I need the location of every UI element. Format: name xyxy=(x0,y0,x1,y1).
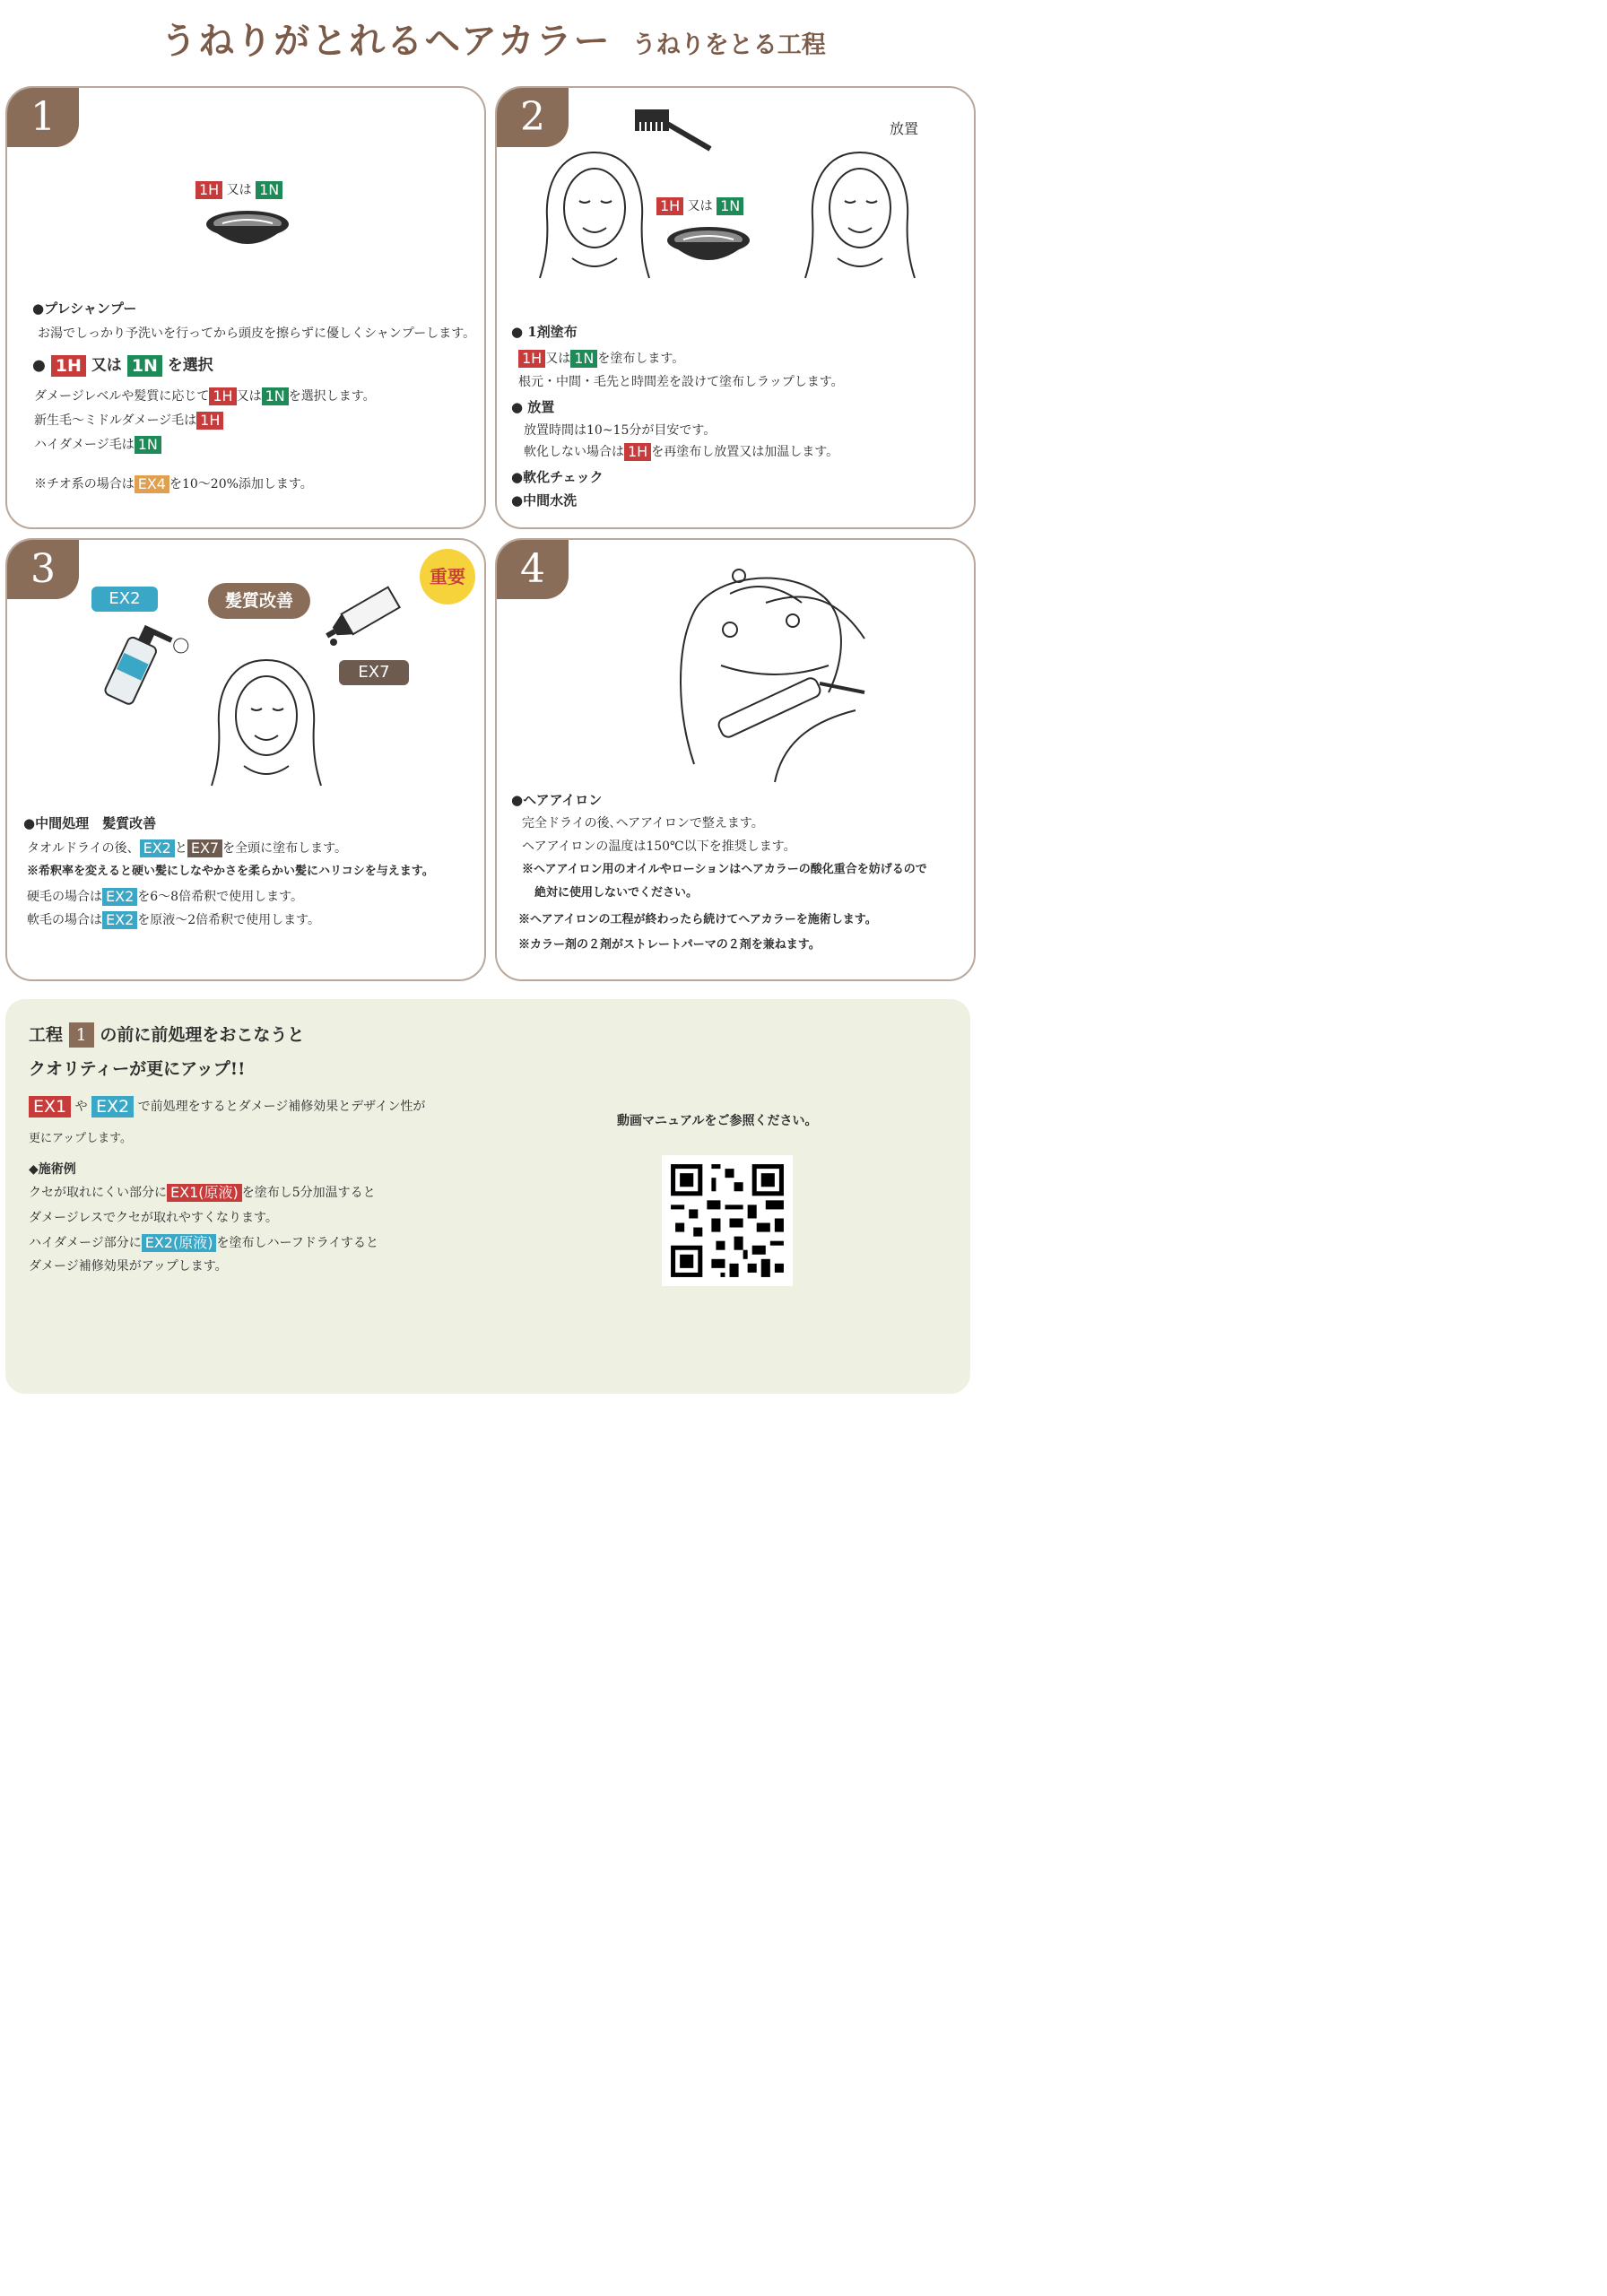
tag-1h: 1H xyxy=(518,350,545,368)
example-line-4: ダメージ補修効果がアップします。 xyxy=(29,1259,228,1274)
product-choice: 1H 又は 1N xyxy=(656,197,743,215)
pre-shampoo-heading: ●プレシャンプー xyxy=(32,300,137,317)
hair-iron-illustration xyxy=(640,558,873,791)
mid-line-2: ※希釈率を変えると硬い髪にしなやかさを柔らかい髪にハリコシを与えます。 xyxy=(27,865,434,878)
qr-code[interactable] xyxy=(662,1155,793,1286)
step-number: 3 xyxy=(7,540,79,599)
video-manual-text: 動画マニュアルをご参照ください。 xyxy=(617,1114,818,1128)
pretreatment-line-2: 更にアップします。 xyxy=(29,1132,133,1145)
woman-face-illustration xyxy=(536,145,653,280)
tag-1n: 1N xyxy=(262,387,289,405)
tag-ex2: EX2 xyxy=(91,1096,134,1118)
tag-1n: 1N xyxy=(570,350,597,368)
select-line-3: ハイダメージ毛は 1N xyxy=(34,436,161,454)
ex7-callout: EX7 xyxy=(339,660,409,685)
page-header xyxy=(0,13,986,64)
rinse-heading: ●中間水洗 xyxy=(511,492,578,509)
tag-ex2: EX2 xyxy=(102,911,137,929)
example-heading: ◆施術例 xyxy=(29,1162,76,1177)
tag-ex1-raw: EX1(原液) xyxy=(167,1184,242,1202)
thio-note: ※チオ系の場合は EX4 を10～20%添加します。 xyxy=(34,475,313,492)
mixing-bowl-icon xyxy=(203,206,292,260)
tag-ex2-raw: EX2(原液) xyxy=(142,1234,217,1252)
qr-code-icon xyxy=(662,1155,793,1286)
mid-treatment-heading: ●中間処理 髪質改善 xyxy=(23,815,157,831)
apply-line-2: 根元・中間・毛先と時間差を設けて塗布しラップします。 xyxy=(518,375,844,389)
tag-1h: 1H xyxy=(195,181,222,199)
product-choice xyxy=(195,181,282,199)
example-line-2: ダメージレスでクセが取れやすくなります。 xyxy=(29,1211,278,1225)
leave-line-2: 軟化しない場合は 1H を再塗布し放置又は加温します。 xyxy=(524,443,839,460)
tag-1h: 1H xyxy=(624,443,651,461)
tag-1h: 1H xyxy=(196,412,223,430)
woman-face-illustration xyxy=(802,145,918,280)
foam-bottle-icon xyxy=(93,617,192,716)
hair-iron-heading: ●ヘアアイロン xyxy=(511,792,603,808)
iron-line-3: ※ヘアアイロン用のオイルやローションはヘアカラーの酸化重合を妨げるので xyxy=(522,863,927,876)
iron-line-5: ※ヘアアイロンの工程が終わったら続けてヘアカラーを施術します。 xyxy=(518,913,877,926)
tag-ex2: EX2 xyxy=(102,888,137,906)
tag-ex1: EX1 xyxy=(29,1096,71,1118)
example-line-1: クセが取れにくい部分に EX1(原液) を塗布し5分加温すると xyxy=(29,1184,376,1201)
tag-1h: 1H xyxy=(209,387,236,405)
ex7-tube-icon xyxy=(321,585,411,657)
woman-face-illustration xyxy=(208,653,325,787)
tag-1n: 1N xyxy=(256,181,282,199)
apply-line-1: 1H 又は 1N を塗布します。 xyxy=(518,350,684,368)
mid-line-4: 軟毛の場合は EX2 を原液～2倍希釈で使用します。 xyxy=(27,911,321,928)
iron-line-6: ※カラー剤の２剤がストレートパーマの２剤を兼ねます。 xyxy=(518,938,821,952)
ex2-callout: EX2 xyxy=(91,587,158,612)
step-number: 2 xyxy=(497,88,569,147)
tag-1h: 1H xyxy=(656,197,683,215)
step-2-panel xyxy=(495,86,976,529)
page-title: うねりがとれるヘアカラー xyxy=(161,20,612,62)
iron-line-1: 完全ドライの後､ヘアアイロンで整えます。 xyxy=(522,816,764,831)
tag-1n: 1N xyxy=(127,355,162,377)
pretreatment-line-1: EX1 や EX2 で前処理をするとダメージ補修効果とデザイン性が xyxy=(29,1094,425,1119)
step-number: 1 xyxy=(7,88,79,147)
leave-label: 放置 xyxy=(890,120,919,137)
iron-line-2: ヘアアイロンの温度は150℃以下を推奨します。 xyxy=(522,839,796,854)
soft-check-heading: ●軟化チェック xyxy=(511,469,604,485)
leave-heading: ● 放置 xyxy=(511,399,555,415)
mid-line-3: 硬毛の場合は EX2 を6～8倍希釈で使用します。 xyxy=(27,888,303,905)
page-subtitle: うねりをとる工程 xyxy=(631,31,826,59)
tag-1n: 1N xyxy=(717,197,743,215)
step-3-panel xyxy=(5,538,486,981)
or-text: 又は xyxy=(226,183,252,197)
pre-shampoo-text: お湯でしっかり予洗いを行ってから頭皮を擦らずに優しくシャンプーします。 xyxy=(38,326,476,341)
quality-improvement-badge: 髪質改善 xyxy=(208,583,310,619)
step-4-panel xyxy=(495,538,976,981)
tag-ex2: EX2 xyxy=(140,839,175,857)
tag-ex7: EX7 xyxy=(187,839,222,857)
apply-heading: ● 1剤塗布 xyxy=(511,324,578,340)
leave-line-1: 放置時間は10~15分が目安です。 xyxy=(524,423,717,438)
important-badge: 重要 xyxy=(420,549,475,604)
select-heading: ● 1H 又は 1N を選択 xyxy=(32,356,213,376)
mid-line-1: タオルドライの後、 EX2 と EX7 を全頭に塗布します。 xyxy=(27,839,347,857)
step-1-panel xyxy=(5,86,486,529)
pretreatment-heading-1: 工程 1 の前に前処理をおこなうと xyxy=(29,1022,304,1048)
pretreatment-heading-2: クオリティーが更にアップ!! xyxy=(29,1059,246,1079)
select-line-1: ダメージレベルや髪質に応じて 1H 又は 1N を選択します。 xyxy=(34,387,376,404)
example-line-3: ハイダメージ部分に EX2(原液) を塗布しハーフドライすると xyxy=(29,1234,378,1251)
step-number: 4 xyxy=(497,540,569,599)
step-ref-badge: 1 xyxy=(69,1022,94,1048)
tag-ex4: EX4 xyxy=(135,475,169,493)
select-line-2: 新生毛～ミドルダメージ毛は 1H xyxy=(34,412,223,430)
tag-1h: 1H xyxy=(51,355,86,377)
mixing-bowl-icon xyxy=(664,222,753,276)
tag-1n: 1N xyxy=(135,436,161,454)
iron-line-4: 絶対に使用しないでください。 xyxy=(534,886,699,900)
